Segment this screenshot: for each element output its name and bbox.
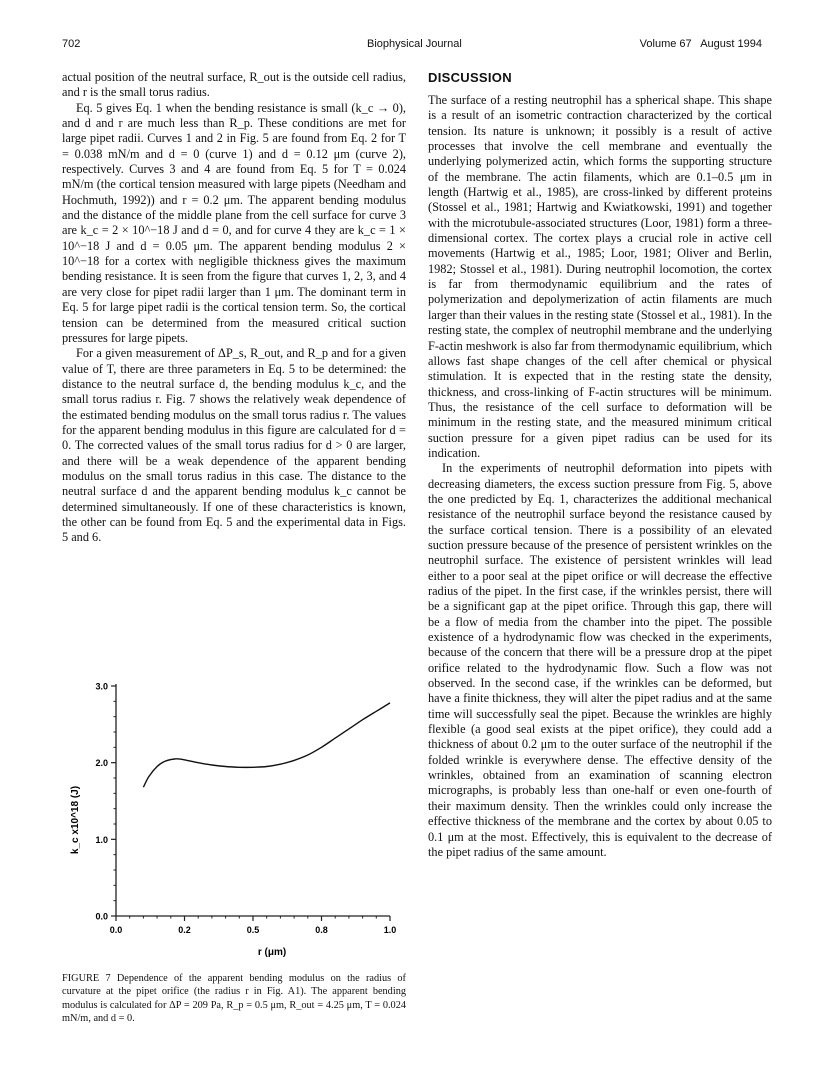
page-number: 702 [62, 38, 81, 50]
x-tick-label: 0.0 [109, 925, 123, 935]
running-header [62, 38, 762, 54]
y-axis-label: k_c x10^18 (J) [70, 785, 81, 855]
y-tick-label: 1.0 [95, 834, 108, 845]
figure-caption: FIGURE 7 Dependence of the apparent bending modulus on the radius of curvature at the pipet orifice (the radius r in Fig. A1). The apparent bending modulus is calculated for ΔP = 209 Pa, R_p = 0.5 μm, R_out = 4.25 μm, T = 0.024 mN/m, and d = 0. [62, 973, 406, 1024]
y-tick-label: 0.0 [95, 911, 108, 922]
x-axis-label: r (μm) [257, 947, 287, 958]
volume-info: Volume 67 August 1994 [639, 38, 762, 50]
journal-name: Biophysical Journal [367, 38, 462, 50]
bending-modulus-chart [62, 672, 406, 972]
bending-modulus-curve [143, 703, 390, 787]
x-tick-label: 1.0 [383, 925, 397, 935]
paragraph: Eq. 5 gives Eq. 1 when the bending resistance is small (k_c → 0), and d and r are much less than R_p. These conditions are met for large pipet radii. Curves 1 and 2 in Fig. 5 are found from Eq. 2 for T = 0.038 mN/m and d = 0 (curve 1) and d = 0.12 μm (curve 2), respectively. Curves 3 and 4 are found from Eq. 5 for T = 0.024 mN/m (the cortical tension measured with large pipets (Needham and Hochmuth, 1992)) and r = 0.2 μm. The apparent bending modulus and the distance of the middle plane from the cell surface for curve 3 are k_c = 2 × 10^−18 J and d = 0, and for curve 4 they are k_c = 1 × 10^−18 J and d = 0.05 μm. The apparent bending modulus 2 × 10^−18 for a cortex with negligible thickness gives the maximum bending resistance. It is seen from the figure that curves 1, 2, 3, and 4 are very close for pipet radii larger than 1 μm. The dominant term in Eq. 5 for large pipet radii is the cortical tension term. So, the cortical tension can be determined from the measured critical suction pressures for large pipets. [62, 100, 406, 345]
y-tick-label: 3.0 [95, 681, 108, 692]
section-title: DISCUSSION [428, 70, 512, 85]
x-tick-label: 0.2 [178, 925, 191, 935]
paragraph: The surface of a resting neutrophil has a spherical shape. This shape is a result of an isometric contraction characterized by the cortical tension. Its nature is unknown; it possibly is a result of active processes that involve the cell membrane and eventually the underlying polymerized actin, which forms the supporting structure of the membrane. The actin filaments, which are 0.1–0.5 μm in length (Hartwig et al., 1985), are cross-linked by different proteins (Stossel et al., 1981; Hartwig and Kwiatkowski, 1991) and together with the microtubule-associated structures (Loor, 1981) form a three-dimensional cortex. The cortex plays a crucial role in active cell movements (Hartwig et al., 1985; Loor, 1981; Oliver and Berlin, 1982; Stossel et al., 1981). During neutrophil locomotion, the cortex is far from thermodynamic equilibrium and the rates of polymerization and depolymerization of actin filaments are much larger than their values in the resting state (Stossel et al., 1981). In the resting state, the complex of neutrophil membrane and the underlying F-actin meshwork is also far from thermodynamic equilibrium, which allows fast shape changes of the cell after chemical or physical stimulation. It is expected that in the resting state the density, thickness, and cross-linking of F-actin structures will be minimum. Thus, the resistance of the cell surface to deformation will be minimum in the resting state, and the measured minimum critical suction pressure for a given pipet radius can be used for its indication. [428, 93, 772, 460]
x-tick-label: 0.5 [246, 925, 260, 935]
figure-7 [62, 672, 406, 972]
left-column [62, 70, 406, 546]
paragraph: For a given measurement of ΔP_s, R_out, and R_p and for a given value of T, there are three parameters in Eq. 5 to be determined: the distance to the neutral surface d, the bending modulus k_c, and the small torus radius r. Fig. 7 shows the relatively weak dependence of the estimated bending modulus on the small torus radius r. The values for the apparent bending modulus in this figure are calculated for d = 0. The corrected values of the small torus radius for d > 0 are larger, and there will be a weak dependence of the apparent bending modulus on the small torus radius in this case. The distance to the neutral surface d and the apparent bending modulus k_c cannot be determined simultaneously. If one of these characteristics is known, the other can be found from Eq. 5 and the experimental data in Figs. 5 and 6. [62, 346, 406, 545]
y-tick-label: 2.0 [95, 758, 108, 769]
x-tick-label: 0.8 [315, 925, 328, 935]
paragraph: In the experiments of neutrophil deformation into pipets with decreasing diameters, the excess suction pressure from Fig. 5, above the one predicted by Eq. 1, characterizes the additional mechanical resistance of the neutrophil surface beyond the resistance caused by the surface cortical tension. There is a possibility of an elevated suction pressure because of the presence of persistent wrinkles on the neutrophil surface. The existence of persistent wrinkles will lead either to a poor seal at the pipet orifice or will decrease the effective radius of the pipet. In the first case, if the wrinkles persist, there will be a significant gap at the pipet orifice. Through this gap, there will be a flow of media from the chamber into the pipet. The possible existence of a hydrodynamic flow was checked in the experiments, because of the concern that there will be a pressure drop at the pipet orifice related to the hydrodynamic flow. Such a flow was not observed. In the second case, if the wrinkles can be deformed, but have a finite thickness, they will alter the pipet radius and at the same time will successfully seal the pipet. Because the wrinkles are highly flexible (a good seal exists at the pipet orifice), they could add a thickness of about 0.2 μm to the outer surface of the neutrophil if the folded wrinkle is everywhere dense. The effective density of the wrinkles, obtained from an examination of scanning electron micrographs, is probably less than one-half or even one-fourth of their maximum density. Then the wrinkles could only increase the effective thickness of the membrane and the cortex by about 0.05 to 0.1 μm at the most. Effectively, this is equivalent to the decrease of the pipet radius of the same amount. [428, 461, 772, 859]
paragraph: actual position of the neutral surface, R_out is the outside cell radius, and r is the small torus radius. [62, 70, 406, 100]
right-column [428, 93, 772, 860]
